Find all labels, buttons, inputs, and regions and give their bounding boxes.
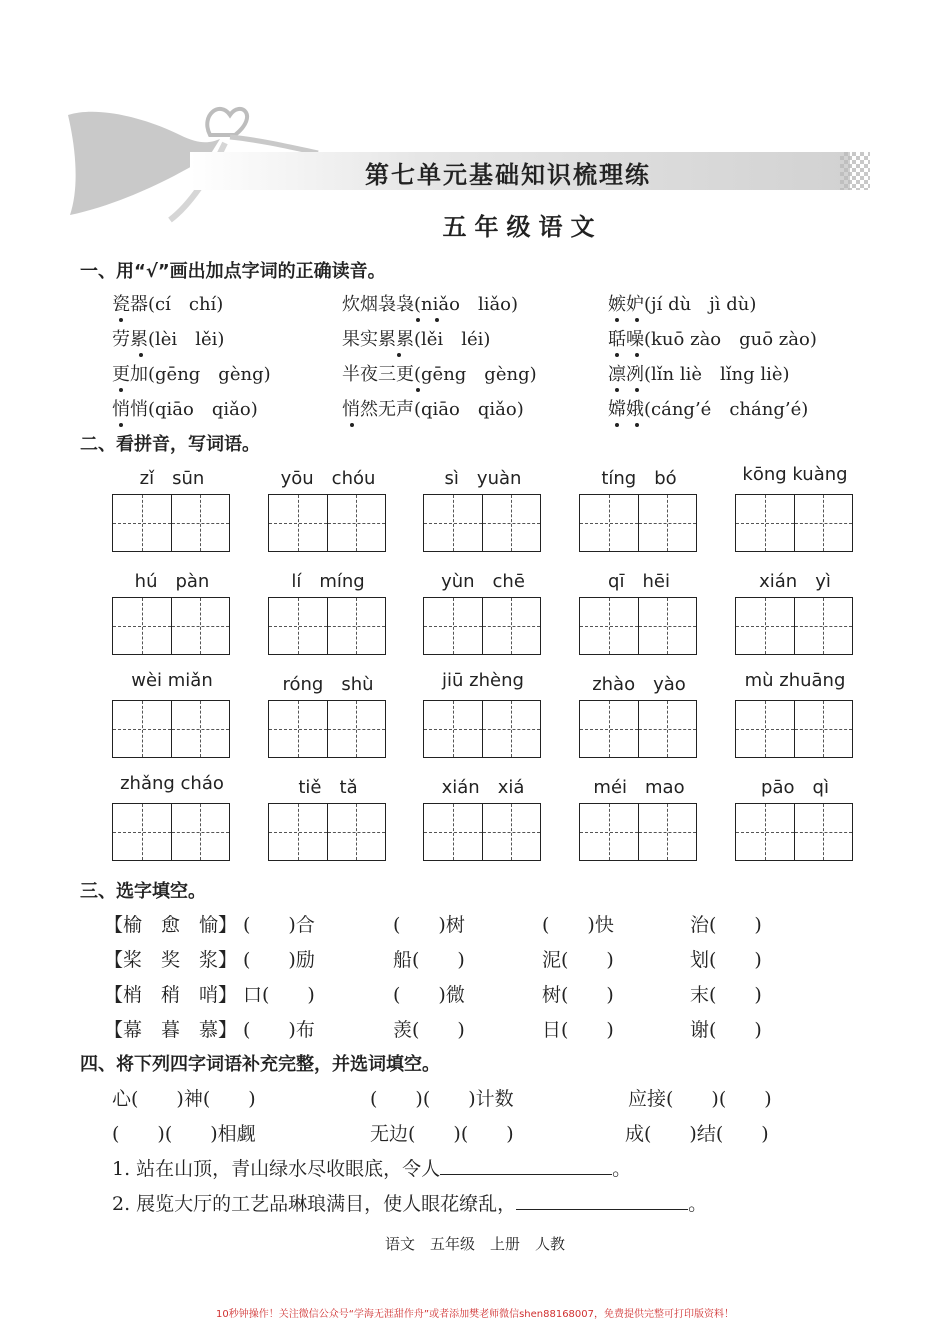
- char-group: 【幕 暮 慕】: [104, 1019, 238, 1041]
- idiom-blank[interactable]: 无边( )( ): [370, 1123, 514, 1145]
- fill-blank[interactable]: ( )合: [243, 914, 315, 936]
- writing-grid[interactable]: [423, 803, 541, 861]
- q1-item: 嫉妒(jí dù jì dù): [608, 294, 757, 315]
- writing-grid[interactable]: [268, 803, 386, 861]
- q1-item: 更加(gēng gèng): [112, 364, 271, 385]
- section-4-title: 四、将下列四字词语补充完整，并选词填空。: [80, 1054, 440, 1075]
- q1-item: 炊烟袅袅(niǎo liǎo): [342, 294, 519, 315]
- pinyin-label: tíng bó: [601, 468, 677, 489]
- pinyin-label: lí míng: [291, 571, 365, 592]
- idiom-blank[interactable]: 心( )神( ): [112, 1088, 256, 1110]
- q1-item: 劳累(lèi lěi): [112, 329, 225, 350]
- q1-item: 悄悄(qiāo qiǎo): [112, 399, 258, 420]
- watermark-text: 10秒钟操作！关注微信公众号“学海无涯甜作舟”或者添加樊老师微信shen88168007，免费提供完整可打印版资料！: [215, 1309, 735, 1320]
- writing-grid[interactable]: [423, 597, 541, 655]
- sentence-2-end: 。: [688, 1193, 708, 1215]
- writing-grid[interactable]: [579, 803, 697, 861]
- writing-grid[interactable]: [735, 494, 853, 552]
- sentence-2-answer-line[interactable]: [516, 1191, 688, 1210]
- idiom-blank[interactable]: ( )( )相觑: [112, 1123, 256, 1145]
- q1-item: 半夜三更(gēng gèng): [342, 364, 537, 385]
- fill-blank[interactable]: 树( ): [542, 984, 614, 1006]
- writing-grid[interactable]: [579, 494, 697, 552]
- page-footer: 语文 五年级 上册 人教: [384, 1235, 565, 1253]
- writing-grid[interactable]: [735, 597, 853, 655]
- fill-blank[interactable]: ( )树: [393, 914, 465, 936]
- writing-grid[interactable]: [268, 597, 386, 655]
- fill-blank[interactable]: ( )快: [542, 914, 614, 936]
- pinyin-label: xián xiá: [441, 777, 525, 798]
- fill-blank[interactable]: 末( ): [690, 984, 762, 1006]
- writing-grid[interactable]: [268, 494, 386, 552]
- char-group: 【桨 奖 浆】: [104, 949, 238, 971]
- pinyin-label: hú pàn: [134, 571, 210, 592]
- pinyin-label: róng shù: [282, 674, 374, 695]
- fill-blank[interactable]: ( )励: [243, 949, 315, 971]
- pinyin-label: zhǎng cháo: [120, 773, 224, 794]
- pinyin-label: mù zhuāng: [744, 670, 846, 691]
- writing-grid[interactable]: [112, 803, 230, 861]
- q1-item: 凛冽(lǐn liè lǐng liè): [608, 364, 790, 385]
- sentence-1: [112, 1154, 631, 1181]
- char-group: 【梢 稍 哨】: [104, 984, 238, 1006]
- writing-grid[interactable]: [579, 597, 697, 655]
- fill-blank[interactable]: 治( ): [690, 914, 762, 936]
- pinyin-label: tiě tǎ: [298, 777, 358, 798]
- idiom-blank[interactable]: ( )( )计数: [370, 1088, 514, 1110]
- pinyin-label: zhào yào: [592, 674, 686, 695]
- writing-grid[interactable]: [735, 700, 853, 758]
- sentence-1-answer-line[interactable]: [440, 1156, 612, 1175]
- pinyin-label: jiū zhèng: [442, 670, 524, 691]
- writing-grid[interactable]: [735, 803, 853, 861]
- fill-blank[interactable]: 羡( ): [393, 1019, 465, 1041]
- fill-blank[interactable]: ( )微: [393, 984, 465, 1006]
- fill-blank[interactable]: 船( ): [393, 949, 465, 971]
- pinyin-label: wèi miǎn: [131, 670, 213, 691]
- sentence-2-text: 2. 展览大厅的工艺品琳琅满目，使人眼花缭乱，: [112, 1193, 517, 1215]
- writing-grid[interactable]: [112, 700, 230, 758]
- q1-item: 嫦娥(cáng’é cháng’é): [608, 399, 809, 420]
- idiom-blank[interactable]: 成( )结( ): [625, 1123, 769, 1145]
- unit-title: 第七单元基础知识梳理练: [365, 160, 651, 189]
- fill-blank[interactable]: 泥( ): [542, 949, 614, 971]
- writing-grid[interactable]: [423, 700, 541, 758]
- pinyin-label: qī hēi: [608, 571, 670, 592]
- pinyin-label: zǐ sūn: [139, 468, 205, 489]
- idiom-blank[interactable]: 应接( )( ): [628, 1088, 772, 1110]
- banner-checker-pattern: [840, 152, 870, 190]
- writing-grid[interactable]: [112, 494, 230, 552]
- fill-blank[interactable]: 日( ): [542, 1019, 614, 1041]
- pinyin-label: kōng kuàng: [742, 464, 848, 485]
- fill-blank[interactable]: 口( ): [243, 984, 315, 1006]
- pinyin-label: yùn chē: [441, 571, 525, 592]
- pinyin-label: xián yì: [759, 571, 831, 592]
- section-3-title: 三、选字填空。: [80, 881, 206, 902]
- q1-item: 瓷器(cí chí): [112, 294, 224, 315]
- fill-blank[interactable]: 划( ): [690, 949, 762, 971]
- q1-item: 悄然无声(qiāo qiǎo): [342, 399, 524, 420]
- sentence-2: [112, 1189, 707, 1216]
- q1-item: 果实累累(lěi léi): [342, 329, 491, 350]
- writing-grid[interactable]: [112, 597, 230, 655]
- subject-title: 五年级语文: [442, 212, 603, 241]
- pinyin-label: pāo qì: [761, 777, 829, 798]
- char-group: 【榆 愈 愉】: [104, 914, 238, 936]
- section-1-title: 一、用“√”画出加点字词的正确读音。: [80, 261, 386, 282]
- section-2-title: 二、看拼音，写词语。: [80, 434, 260, 455]
- q1-item: 聒噪(kuō zào guō zào): [608, 329, 817, 350]
- fill-blank[interactable]: 谢( ): [690, 1019, 762, 1041]
- fill-blank[interactable]: ( )布: [243, 1019, 315, 1041]
- pinyin-label: sì yuàn: [444, 468, 522, 489]
- pinyin-label: méi mao: [593, 777, 685, 798]
- writing-grid[interactable]: [268, 700, 386, 758]
- writing-grid[interactable]: [579, 700, 697, 758]
- sentence-1-end: 。: [612, 1158, 632, 1180]
- writing-grid[interactable]: [423, 494, 541, 552]
- pinyin-label: yōu chóu: [280, 468, 376, 489]
- sentence-1-text: 1. 站在山顶，青山绿水尽收眼底，令人: [112, 1158, 441, 1180]
